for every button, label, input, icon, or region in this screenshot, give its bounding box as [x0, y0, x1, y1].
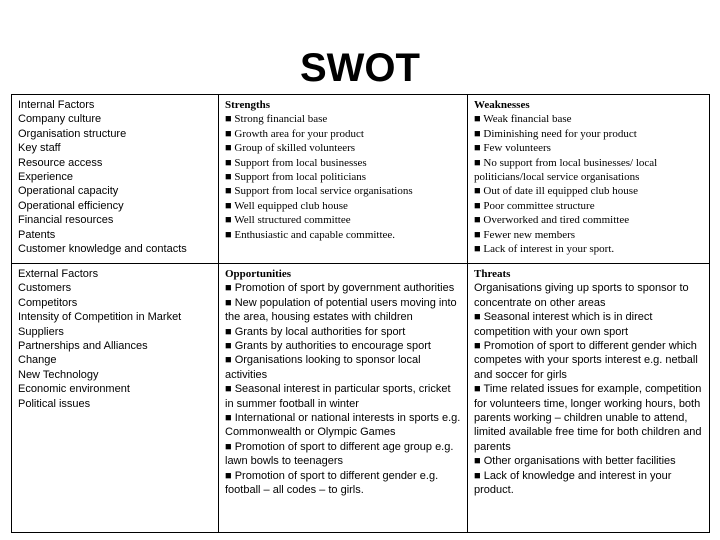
list-item: Customer knowledge and contacts	[18, 243, 187, 256]
list-item: ■ Grants by authorities to encourage sport	[225, 340, 431, 353]
list-item: Partnerships and Alliances	[18, 340, 148, 353]
weaknesses-heading: Weaknesses	[474, 99, 530, 111]
strengths-cell	[219, 95, 468, 264]
list-item: Intensity of Competition in Market	[18, 311, 182, 324]
list-item: ■ Weak financial base	[474, 113, 572, 126]
list-item: ■ Well equipped club house	[225, 199, 348, 212]
list-item: ■ Promotion of sport to different gender which competes with your sports interest e.g. netball and soccer for girls	[474, 340, 698, 381]
list-item: ■ Few volunteers	[474, 142, 551, 155]
list-item: Suppliers	[18, 325, 64, 338]
list-item: ■ Lack of knowledge and interest in your product.	[474, 469, 672, 497]
list-item: ■ Fewer new members	[474, 228, 576, 241]
list-item: Experience	[18, 171, 74, 184]
list-item: ■ Enthusiastic and capable committee.	[225, 228, 396, 241]
list-item: Customers	[18, 282, 72, 295]
list-item: New Technology	[18, 368, 99, 381]
list-item: ■ Time related issues for example, competition for volunteers time, longer working hours, both parents working – children unable to attend, limited available free time for both children and parents	[474, 383, 702, 453]
list-item: Patents	[18, 228, 56, 241]
list-item: ■ Support from local businesses	[225, 156, 367, 169]
list-item: ■ No support from local businesses/ local politicians/local service organisations	[474, 156, 658, 184]
swot-table	[11, 94, 710, 533]
list-item: ■ Poor committee structure	[474, 199, 595, 212]
page-title: SWOT	[300, 46, 420, 90]
list-item: Change	[18, 354, 57, 367]
list-item: ■ Organisations looking to sponsor local activities	[225, 354, 421, 381]
external-factors-heading: External Factors	[18, 268, 99, 280]
threats-heading: Threats	[474, 268, 511, 280]
list-item: ■ Growth area for your product	[225, 127, 364, 140]
list-item: ■ Out of date ill equipped club house	[474, 185, 638, 198]
list-item: Competitors	[18, 296, 78, 309]
internal-factors-cell	[12, 95, 219, 264]
list-item: ■ Overworked and tired committee	[474, 214, 630, 227]
list-item: Key staff	[18, 142, 61, 155]
list-item: Economic environment	[18, 383, 130, 396]
list-item: ■ Seasonal interest in particular sports, cricket in summer football in winter	[225, 383, 451, 410]
weaknesses-cell	[468, 95, 710, 264]
list-item: ■ Diminishing need for your product	[474, 127, 637, 140]
strengths-heading: Strengths	[225, 99, 271, 111]
list-item: ■ Grants by local authorities for sport	[225, 325, 406, 338]
list-item: ■ Promotion of sport to different gender e.g. football – all codes – to girls.	[225, 469, 439, 497]
list-item: Political issues	[18, 397, 91, 410]
list-item: ■ Well structured committee	[225, 214, 351, 227]
list-item: Resource access	[18, 156, 103, 169]
list-item: ■ Support from local politicians	[225, 171, 367, 184]
external-factors-cell	[12, 264, 219, 533]
swot-row-internal	[12, 95, 710, 264]
list-item: ■ Promotion of sport by government authorities	[225, 282, 455, 295]
list-item: ■ Other organisations with better facilities	[474, 455, 676, 468]
list-item: Operational efficiency	[18, 199, 124, 212]
swot-row-external	[12, 264, 710, 533]
internal-factors-heading: Internal Factors	[18, 99, 95, 111]
threats-cell	[468, 264, 710, 533]
list-item: Organisation structure	[18, 127, 127, 140]
list-item: Financial resources	[18, 214, 114, 227]
opportunities-cell	[219, 264, 468, 533]
list-item: Organisations giving up sports to sponsor to concentrate on other areas	[474, 282, 689, 309]
opportunities-heading: Opportunities	[225, 268, 292, 280]
list-item: ■ Strong financial base	[225, 113, 328, 126]
list-item: ■ New population of potential users moving into the area, housing estates with children	[225, 296, 457, 324]
list-item: ■ Support from local service organisations	[225, 185, 413, 198]
list-item: ■ Lack of interest in your sport.	[474, 243, 615, 256]
list-item: Operational capacity	[18, 185, 119, 198]
list-item: ■ Seasonal interest which is in direct competition with your own sport	[474, 311, 653, 338]
list-item: Company culture	[18, 113, 102, 126]
list-item: ■ Promotion of sport to different age group e.g. lawn bowls to teenagers	[225, 440, 454, 468]
list-item: ■ International or national interests in sports e.g. Commonwealth or Olympic Games	[225, 412, 461, 439]
list-item: ■ Group of skilled volunteers	[225, 142, 356, 155]
